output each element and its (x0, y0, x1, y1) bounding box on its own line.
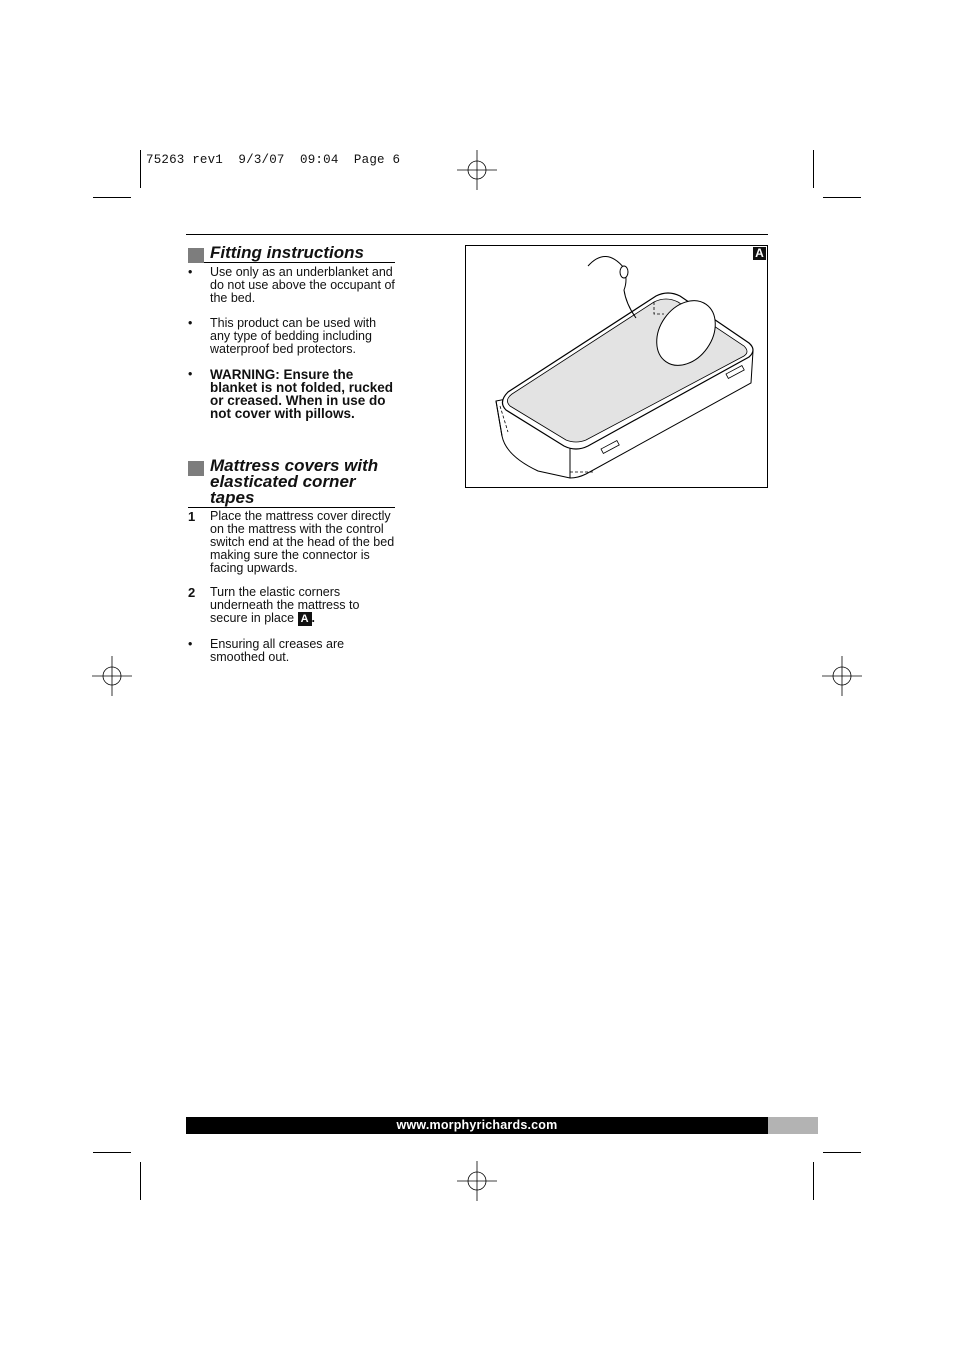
step-item (188, 586, 398, 626)
step-number: 2 (188, 585, 196, 600)
heading-text: Mattress covers with elasticated corner tapes (210, 456, 379, 507)
registration-mark-icon (92, 656, 132, 696)
website-url: www.morphyrichards.com (396, 1118, 558, 1132)
step-text: Place the mattress cover directly on the mattress with the control switch end at the head of the bed making sure the connector is facing upwards. (210, 509, 395, 575)
bullet: • (188, 316, 193, 330)
step-number: 1 (188, 509, 196, 524)
list-item (188, 266, 398, 305)
mattress-illustration-icon (466, 246, 767, 487)
warning-text: WARNING: Ensure the blanket is not folded, rucked or creased. When in use do not cover with pillows. (210, 367, 394, 421)
list-item (188, 317, 398, 356)
crop-mark (823, 197, 861, 198)
list-item-text: This product can be used with any type of bedding including waterproof bed protectors. (210, 316, 377, 356)
registration-mark-icon (822, 656, 862, 696)
crop-mark (93, 1152, 131, 1153)
step-text-wrap (210, 586, 398, 626)
heading-marker-icon (188, 461, 204, 476)
print-slug: 75263 rev1 9/3/07 09:04 Page 6 (146, 153, 401, 167)
bullet: • (188, 367, 193, 381)
warning-item (188, 368, 398, 420)
figure-reference-badge: A (298, 612, 312, 626)
bullet: • (188, 637, 193, 651)
crop-mark (93, 197, 131, 198)
crop-mark (140, 150, 141, 188)
section-heading-mattress-covers (188, 458, 395, 508)
crop-mark (813, 1162, 814, 1200)
list-item-text: Use only as an underblanket and do not use above the occupant of the bed. (210, 265, 395, 305)
crop-mark (813, 150, 814, 188)
crop-mark (823, 1152, 861, 1153)
heading-marker-icon (188, 248, 204, 263)
header-rule (186, 234, 768, 235)
registration-mark-icon (457, 150, 497, 190)
step-item (188, 510, 398, 575)
step-text: Turn the elastic corners underneath the mattress to secure in place (210, 585, 360, 625)
step-punctuation: . (311, 611, 315, 625)
footer-page-tab (768, 1117, 818, 1134)
footer-bar (186, 1117, 768, 1134)
section-heading-fitting (188, 245, 395, 263)
bullet: • (188, 265, 193, 279)
figure-a (465, 245, 768, 488)
crop-mark (140, 1162, 141, 1200)
list-item-text: Ensuring all creases are smoothed out. (210, 637, 345, 664)
registration-mark-icon (457, 1161, 497, 1201)
heading-text: Fitting instructions (210, 243, 364, 262)
list-item (188, 638, 398, 664)
figure-label: A (753, 247, 766, 260)
